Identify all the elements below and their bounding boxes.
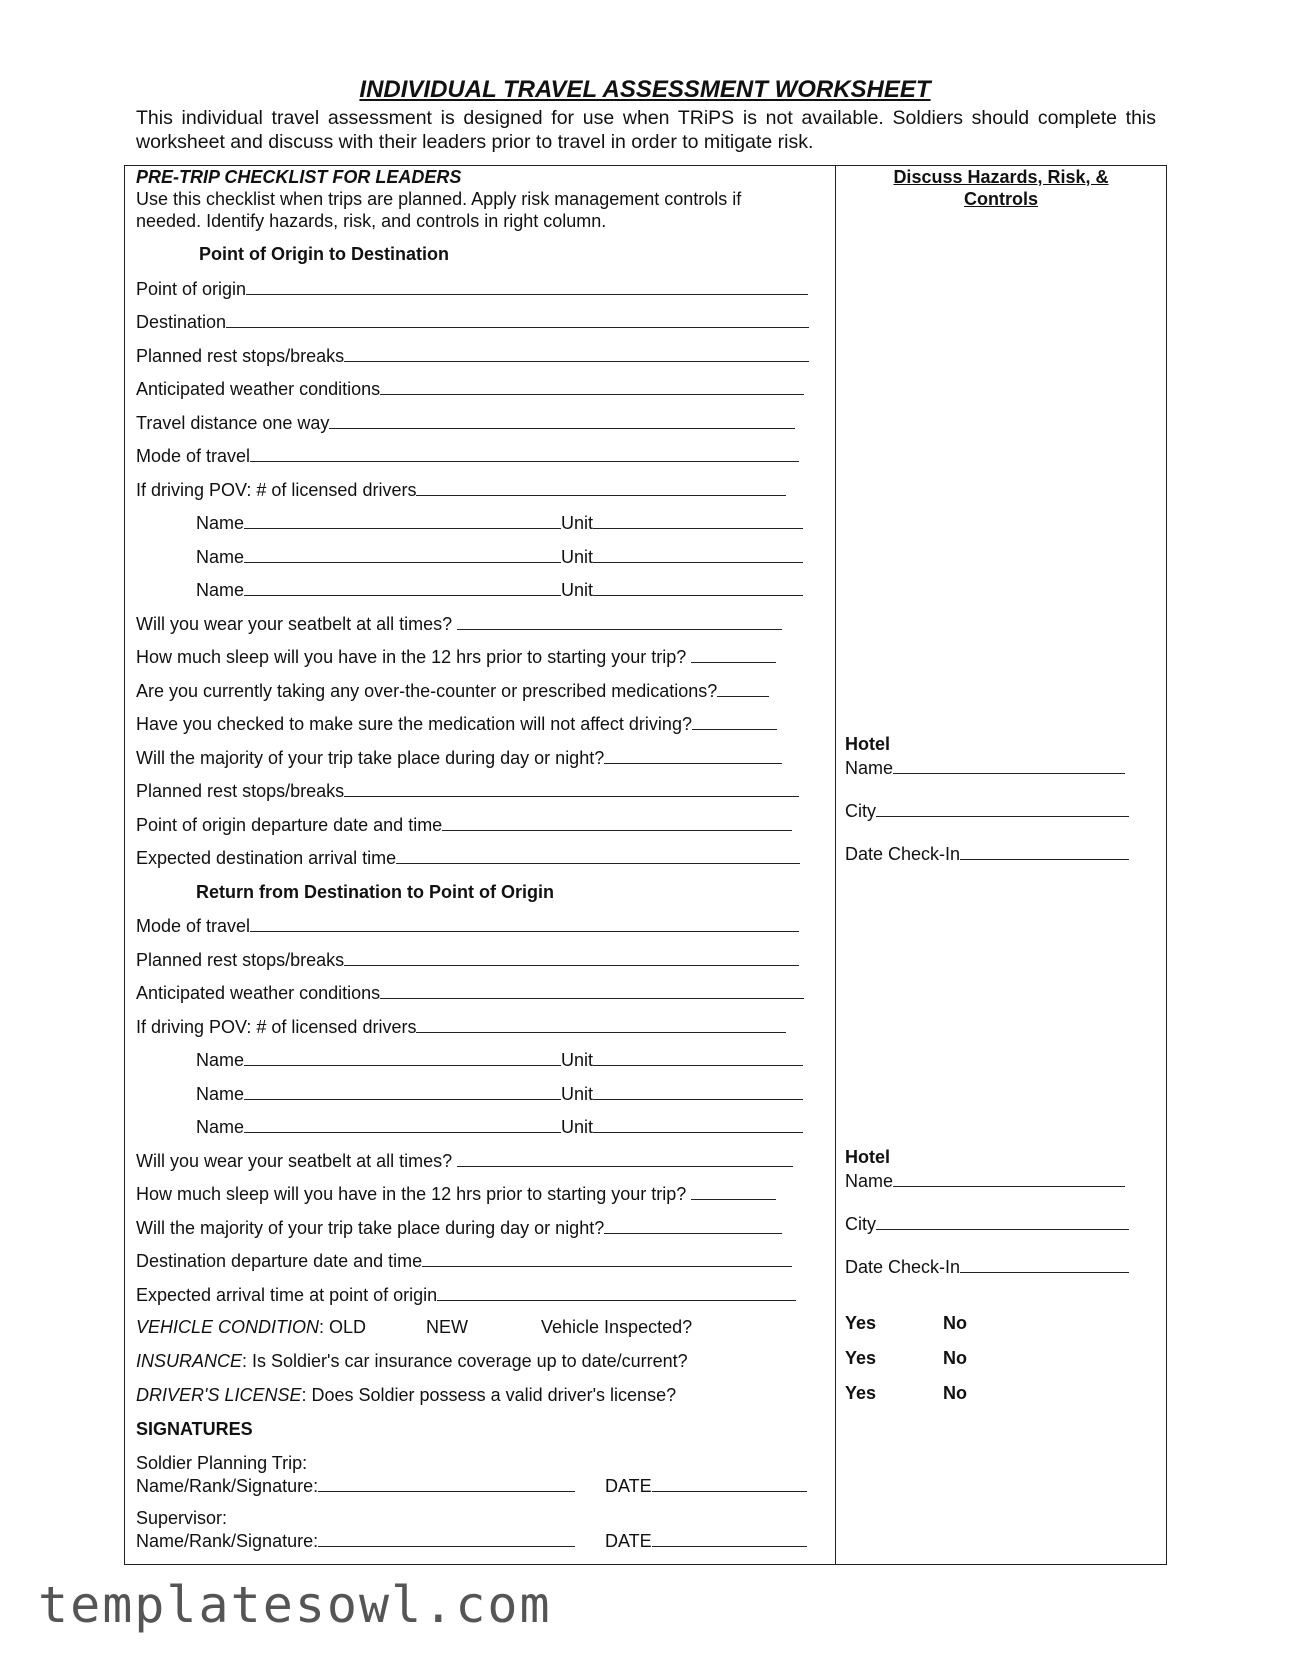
- return-rest-stops-field[interactable]: [136, 948, 799, 971]
- vehicle-no-option[interactable]: No: [943, 1313, 967, 1333]
- return-driver-row[interactable]: [196, 1115, 803, 1138]
- mode-label: Mode of travel: [136, 446, 251, 466]
- day-night-field[interactable]: [136, 746, 782, 769]
- return-hotel-name-line[interactable]: [893, 1169, 1125, 1187]
- supervisor-signature-line[interactable]: [318, 1529, 575, 1547]
- distance-label: Travel distance one way: [136, 413, 330, 433]
- pov-drivers-line[interactable]: [416, 478, 786, 496]
- arrival-field[interactable]: [136, 846, 800, 869]
- arrival-label: Expected destination arrival time: [136, 848, 397, 868]
- return-hotel-name-field[interactable]: [845, 1169, 1125, 1192]
- medications-line[interactable]: [717, 679, 769, 697]
- hotel-city-line[interactable]: [876, 799, 1129, 817]
- return-day-night-field[interactable]: [136, 1216, 782, 1239]
- hotel-name-field[interactable]: [845, 756, 1125, 779]
- hotel-name-line[interactable]: [893, 756, 1125, 774]
- rest-stops-2-label: Planned rest stops/breaks: [136, 781, 345, 801]
- hazards-header-line2: Controls: [964, 189, 1038, 209]
- signatures-heading: SIGNATURES: [136, 1419, 253, 1439]
- rest-stops-2-line[interactable]: [344, 779, 799, 797]
- driver-name-line[interactable]: [244, 578, 561, 596]
- driver-row[interactable]: [196, 545, 803, 568]
- weather-field[interactable]: [136, 377, 804, 400]
- return-rest-stops-line[interactable]: [344, 948, 799, 966]
- return-mode-label: Mode of travel: [136, 916, 251, 936]
- return-weather-label: Anticipated weather conditions: [136, 983, 381, 1003]
- return-driver-name-line[interactable]: [244, 1048, 561, 1066]
- return-driver-unit-line[interactable]: [593, 1115, 803, 1133]
- return-hotel-city-line[interactable]: [876, 1212, 1129, 1230]
- return-hotel-checkin-field[interactable]: [845, 1255, 1129, 1278]
- seatbelt-field[interactable]: [136, 612, 782, 635]
- license-label: DRIVER'S LICENSE: [136, 1385, 302, 1405]
- driver-unit-label: Unit: [561, 513, 594, 533]
- pov-drivers-label: If driving POV: # of licensed drivers: [136, 480, 417, 500]
- insurance-label: INSURANCE: [136, 1351, 243, 1371]
- point-of-origin-field[interactable]: [136, 277, 808, 300]
- soldier-planning-label: Soldier Planning Trip:: [136, 1453, 308, 1473]
- return-sleep-field[interactable]: [136, 1182, 776, 1205]
- return-departure-field[interactable]: [136, 1249, 792, 1272]
- checklist-instructions-2: needed. Identify hazards, risk, and controls in right column.: [136, 211, 607, 231]
- return-heading: Return from Destination to Point of Origin: [196, 882, 554, 902]
- watermark: templatesowl.com: [38, 1576, 552, 1634]
- mode-field[interactable]: [136, 444, 799, 467]
- medications-label: Are you currently taking any over-the-counter or prescribed medications?: [136, 681, 718, 701]
- driver-unit-line[interactable]: [593, 578, 803, 596]
- hotel-city-field[interactable]: [845, 799, 1129, 822]
- soldier-date-label: DATE: [605, 1476, 652, 1496]
- insurance-row: [136, 1350, 688, 1372]
- point-of-origin-line[interactable]: [246, 277, 808, 295]
- return-seatbelt-label: Will you wear your seatbelt at all times?: [136, 1151, 458, 1171]
- day-night-label: Will the majority of your trip take place during day or night?: [136, 748, 605, 768]
- return-driver-name-label: Name: [196, 1117, 245, 1137]
- insurance-question: : Is Soldier's car insurance coverage up to date/current?: [242, 1351, 688, 1371]
- return-driver-row[interactable]: [196, 1048, 803, 1071]
- destination-field[interactable]: [136, 310, 809, 333]
- rest-stops-2-field[interactable]: [136, 779, 799, 802]
- return-weather-line[interactable]: [380, 981, 804, 999]
- hotel-checkin-label: Date Check-In: [845, 844, 961, 864]
- return-pov-drivers-line[interactable]: [416, 1015, 786, 1033]
- soldier-date-line[interactable]: [652, 1474, 807, 1492]
- driver-row[interactable]: [196, 511, 803, 534]
- checklist-instructions-1: Use this checklist when trips are planned. Apply risk management controls if: [136, 189, 742, 209]
- sleep-line[interactable]: [691, 645, 776, 663]
- day-night-line[interactable]: [604, 746, 782, 764]
- supervisor-signature-label: Name/Rank/Signature:: [136, 1531, 319, 1551]
- return-driver-unit-label: Unit: [561, 1084, 594, 1104]
- destination-line[interactable]: [226, 310, 809, 328]
- return-arrival-field[interactable]: [136, 1283, 796, 1306]
- outbound-heading: Point of Origin to Destination: [199, 244, 449, 264]
- license-question: : Does Soldier possess a valid driver's license?: [301, 1385, 677, 1405]
- supervisor-signature-field[interactable]: [136, 1529, 575, 1552]
- checklist-heading: PRE-TRIP CHECKLIST FOR LEADERS: [136, 167, 462, 187]
- medications-field[interactable]: [136, 679, 769, 702]
- hotel-heading: Hotel: [845, 734, 890, 754]
- hotel-checkin-line[interactable]: [960, 842, 1129, 860]
- column-divider: [835, 165, 836, 1565]
- driver-name-label: Name: [196, 513, 245, 533]
- departure-line[interactable]: [442, 813, 792, 831]
- driver-name-line[interactable]: [244, 511, 561, 529]
- driver-unit-label: Unit: [561, 580, 594, 600]
- return-seatbelt-line[interactable]: [457, 1149, 793, 1167]
- driver-name-label: Name: [196, 547, 245, 567]
- return-mode-field[interactable]: [136, 914, 799, 937]
- sleep-field[interactable]: [136, 645, 776, 668]
- driver-name-label: Name: [196, 580, 245, 600]
- vehicle-yes-option[interactable]: Yes: [845, 1313, 877, 1333]
- supervisor-date-line[interactable]: [652, 1529, 807, 1547]
- return-driver-name-line[interactable]: [244, 1082, 561, 1100]
- return-arrival-label: Expected arrival time at point of origin: [136, 1285, 438, 1305]
- seatbelt-line[interactable]: [457, 612, 782, 630]
- seatbelt-label: Will you wear your seatbelt at all times?: [136, 614, 458, 634]
- mode-line[interactable]: [250, 444, 799, 462]
- return-pov-drivers-label: If driving POV: # of licensed drivers: [136, 1017, 417, 1037]
- return-driver-name-label: Name: [196, 1084, 245, 1104]
- distance-field[interactable]: [136, 411, 795, 434]
- license-yes-option[interactable]: Yes: [845, 1383, 877, 1403]
- soldier-signature-field[interactable]: [136, 1474, 575, 1497]
- return-departure-label: Destination departure date and time: [136, 1251, 423, 1271]
- worksheet-title: INDIVIDUAL TRAVEL ASSESSMENT WORKSHEET: [359, 76, 931, 103]
- return-driver-name-label: Name: [196, 1050, 245, 1070]
- return-mode-line[interactable]: [250, 914, 799, 932]
- return-hotel-name-label: Name: [845, 1171, 894, 1191]
- point-of-origin-label: Point of origin: [136, 279, 247, 299]
- return-arrival-line[interactable]: [437, 1283, 796, 1301]
- driver-unit-line[interactable]: [593, 545, 803, 563]
- return-driver-unit-line[interactable]: [593, 1082, 803, 1100]
- intro-text: This individual travel assessment is designed for use when TRiPS is not available. Soldiers should complete this worksheet and discuss with their leaders prior to travel in order to mitigate risk.: [136, 107, 1156, 153]
- return-hotel-checkin-line[interactable]: [960, 1255, 1129, 1273]
- supervisor-date-label: DATE: [605, 1531, 652, 1551]
- driver-unit-line[interactable]: [593, 511, 803, 529]
- insurance-no-option[interactable]: No: [943, 1348, 967, 1368]
- return-driver-name-line[interactable]: [244, 1115, 561, 1133]
- medication-check-label: Have you checked to make sure the medication will not affect driving?: [136, 714, 692, 734]
- return-hotel-heading: Hotel: [845, 1147, 890, 1167]
- return-driver-row[interactable]: [196, 1082, 803, 1105]
- return-driver-unit-line[interactable]: [593, 1048, 803, 1066]
- return-hotel-city-field[interactable]: [845, 1212, 1129, 1235]
- rest-stops-line[interactable]: [344, 344, 809, 362]
- departure-field[interactable]: [136, 813, 792, 836]
- rest-stops-field[interactable]: [136, 344, 809, 367]
- return-hotel-checkin-label: Date Check-In: [845, 1257, 961, 1277]
- vehicle-inspected-label: Vehicle Inspected?: [541, 1317, 693, 1337]
- weather-line[interactable]: [380, 377, 804, 395]
- soldier-date-field[interactable]: [605, 1474, 807, 1497]
- return-weather-field[interactable]: [136, 981, 804, 1004]
- hazards-header: [850, 166, 1152, 210]
- return-day-night-line[interactable]: [604, 1216, 782, 1234]
- vehicle-condition-label: VEHICLE CONDITION: [136, 1317, 320, 1337]
- return-pov-drivers-field[interactable]: [136, 1015, 786, 1038]
- soldier-signature-line[interactable]: [318, 1474, 575, 1492]
- destination-label: Destination: [136, 312, 227, 332]
- return-sleep-line[interactable]: [691, 1182, 776, 1200]
- return-driver-unit-label: Unit: [561, 1117, 594, 1137]
- rest-stops-label: Planned rest stops/breaks: [136, 346, 345, 366]
- driver-name-line[interactable]: [244, 545, 561, 563]
- driver-unit-label: Unit: [561, 547, 594, 567]
- return-seatbelt-field[interactable]: [136, 1149, 793, 1172]
- license-no-option[interactable]: No: [943, 1383, 967, 1403]
- distance-line[interactable]: [329, 411, 795, 429]
- return-driver-unit-label: Unit: [561, 1050, 594, 1070]
- return-departure-line[interactable]: [422, 1249, 792, 1267]
- return-rest-stops-label: Planned rest stops/breaks: [136, 950, 345, 970]
- pov-drivers-field[interactable]: [136, 478, 786, 501]
- driver-row[interactable]: [196, 578, 803, 601]
- return-sleep-label: How much sleep will you have in the 12 hrs prior to starting your trip?: [136, 1184, 692, 1204]
- vehicle-old-option[interactable]: : OLD: [319, 1317, 367, 1337]
- return-day-night-label: Will the majority of your trip take place during day or night?: [136, 1218, 605, 1238]
- vehicle-new-option[interactable]: NEW: [426, 1317, 468, 1337]
- soldier-signature-label: Name/Rank/Signature:: [136, 1476, 319, 1496]
- insurance-yes-option[interactable]: Yes: [845, 1348, 877, 1368]
- departure-label: Point of origin departure date and time: [136, 815, 443, 835]
- weather-label: Anticipated weather conditions: [136, 379, 381, 399]
- vehicle-condition-row: [136, 1316, 366, 1338]
- license-row: [136, 1384, 676, 1406]
- supervisor-date-field[interactable]: [605, 1529, 807, 1552]
- medication-check-line[interactable]: [692, 712, 777, 730]
- medication-check-field[interactable]: [136, 712, 777, 735]
- hotel-checkin-field[interactable]: [845, 842, 1129, 865]
- sleep-label: How much sleep will you have in the 12 hrs prior to starting your trip?: [136, 647, 692, 667]
- hotel-city-label: City: [845, 801, 876, 821]
- hazards-header-line1: Discuss Hazards, Risk, &: [893, 167, 1109, 187]
- return-hotel-city-label: City: [845, 1214, 876, 1234]
- hotel-name-label: Name: [845, 758, 894, 778]
- supervisor-label: Supervisor:: [136, 1508, 228, 1528]
- arrival-line[interactable]: [396, 846, 800, 864]
